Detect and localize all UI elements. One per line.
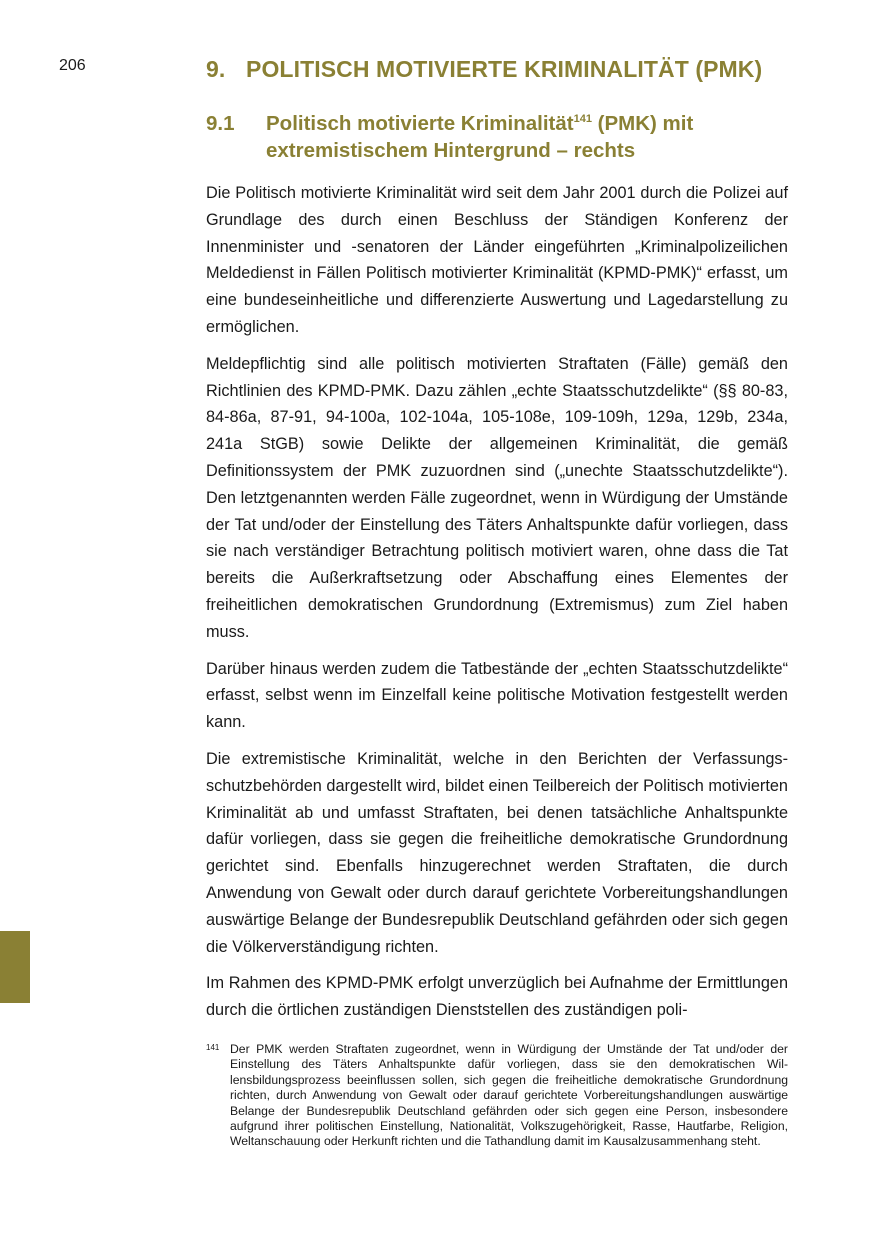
section-title-part2: (PMK) mit extremistischem Hintergrund – rechts xyxy=(266,112,694,162)
page-content xyxy=(206,54,788,1150)
section-title xyxy=(206,110,788,164)
body-paragraph: Im Rahmen des KPMD-PMK erfolgt unverzüglich bei Aufnahme der Ermittlungen durch die örtlichen zuständigen Dienststellen des zuständigen poli- xyxy=(206,974,788,1020)
body-paragraph: Meldepflichtig sind alle politisch motivierten Straftaten (Fälle) gemäß den Richtlinien des KPMD-PMK. Dazu zählen „echte Staatsschutzdelikte“ (§§ 80-83, 84-86a, 87-91, 94-100a, 102-104a, 105-108e, 109-109h, 129a, 129b, 234a, 241a StGB) sowie Delikte der allgemeinen Kriminalität, die gemäß Definitionssystem der PMK zuzuordnen sind („unechte Staatsschutzdelikte“). Den letztgenannten werden Fälle zugeordnet, wenn in Würdigung der Umstände der Tat und/oder der Einstellung des Täters Anhaltspunkte dafür vorliegen, dass sie nach verständiger Betrachtung politisch motiviert waren, ohne dass die Tat bereits die Außerkraftsetzung oder Abschaffung eines Elementes der freiheitlichen demokratischen Grundordnung (Extremismus) zum Ziel haben muss. xyxy=(206,354,788,641)
footnote-number: 141 xyxy=(206,1042,220,1052)
page-number: 206 xyxy=(59,57,86,74)
chapter-title xyxy=(206,54,788,84)
chapter-title-text: POLITISCH MOTIVIERTE KRIMINALITÄT (PMK) xyxy=(246,56,763,82)
body-paragraph: Darüber hinaus werden zudem die Tatbestände der „echten Staatsschutzdelikte“ erfasst, selbst wenn im Einzelfall keine politische Motivation festgestellt werden kann. xyxy=(206,659,788,732)
chapter-side-tab xyxy=(0,931,30,1003)
footnote-reference[interactable]: 141 xyxy=(573,113,592,125)
section-title-part1: Politisch motivierte Kriminalität xyxy=(266,112,574,135)
body-paragraph: Die Politisch motivierte Kriminalität wird seit dem Jahr 2001 durch die Polizei auf Grundlage des durch einen Beschluss der Ständigen Konferenz der Innenminister und -senatoren der Länder eingeführten „Kriminalpolizeilichen Meldedienst in Fällen Politisch motivierter Kriminalität (KPMD-PMK)“ erfasst, um eine bundeseinheitliche und differenzierte Auswertung und Lagedarstellung zu ermöglichen. xyxy=(206,184,788,336)
footnote xyxy=(206,1042,788,1150)
body-paragraph: Die extremistische Kriminalität, welche in den Berichten der Verfassungsschutzbehörden dargestellt wird, bildet einen Teilbereich der Politisch motivierten Kriminalität ab und umfasst Straftaten, bei denen tatsächliche Anhaltspunkte dafür vorliegen, dass sie gegen die freiheitliche demokratische Grundordnung gerichtet sind. Ebenfalls hinzugerechnet werden Straftaten, die durch Anwendung von Gewalt oder durch darauf gerichtete Vorbereitungshandlungen auswärtige Belange der Bundesrepublik Deutschland gefährden oder sich gegen die Völkerverständigung richten. xyxy=(206,749,788,956)
section-title-text xyxy=(266,110,788,164)
section-number: 9.1 xyxy=(206,112,235,135)
footnote-text: Der PMK werden Straftaten zugeordnet, wenn in Würdigung der Umstände der Tat und/oder der Einstellung des Täters Anhaltspunkte dafür vorliegen, dass sie den demokratischen Willensbildungsprozess beeinflussen sollen, sich gegen die freiheitliche demokratische Grundordnung richten, durch Anwendung von Gewalt oder darauf gerichtete Vorbereitungshandlungen auswärtige Belange der Bundesrepublik Deutschland gefährden oder sich gegen eine Person, insbesondere aufgrund ihrer politischen Einstellung, Nationalität, Volkszugehörigkeit, Rasse, Hautfarbe, Religion, Weltanschauung oder Herkunft richten und die Tathandlung damit im Kausalzusammenhang steht. xyxy=(230,1041,788,1149)
chapter-number: 9. xyxy=(206,56,226,82)
